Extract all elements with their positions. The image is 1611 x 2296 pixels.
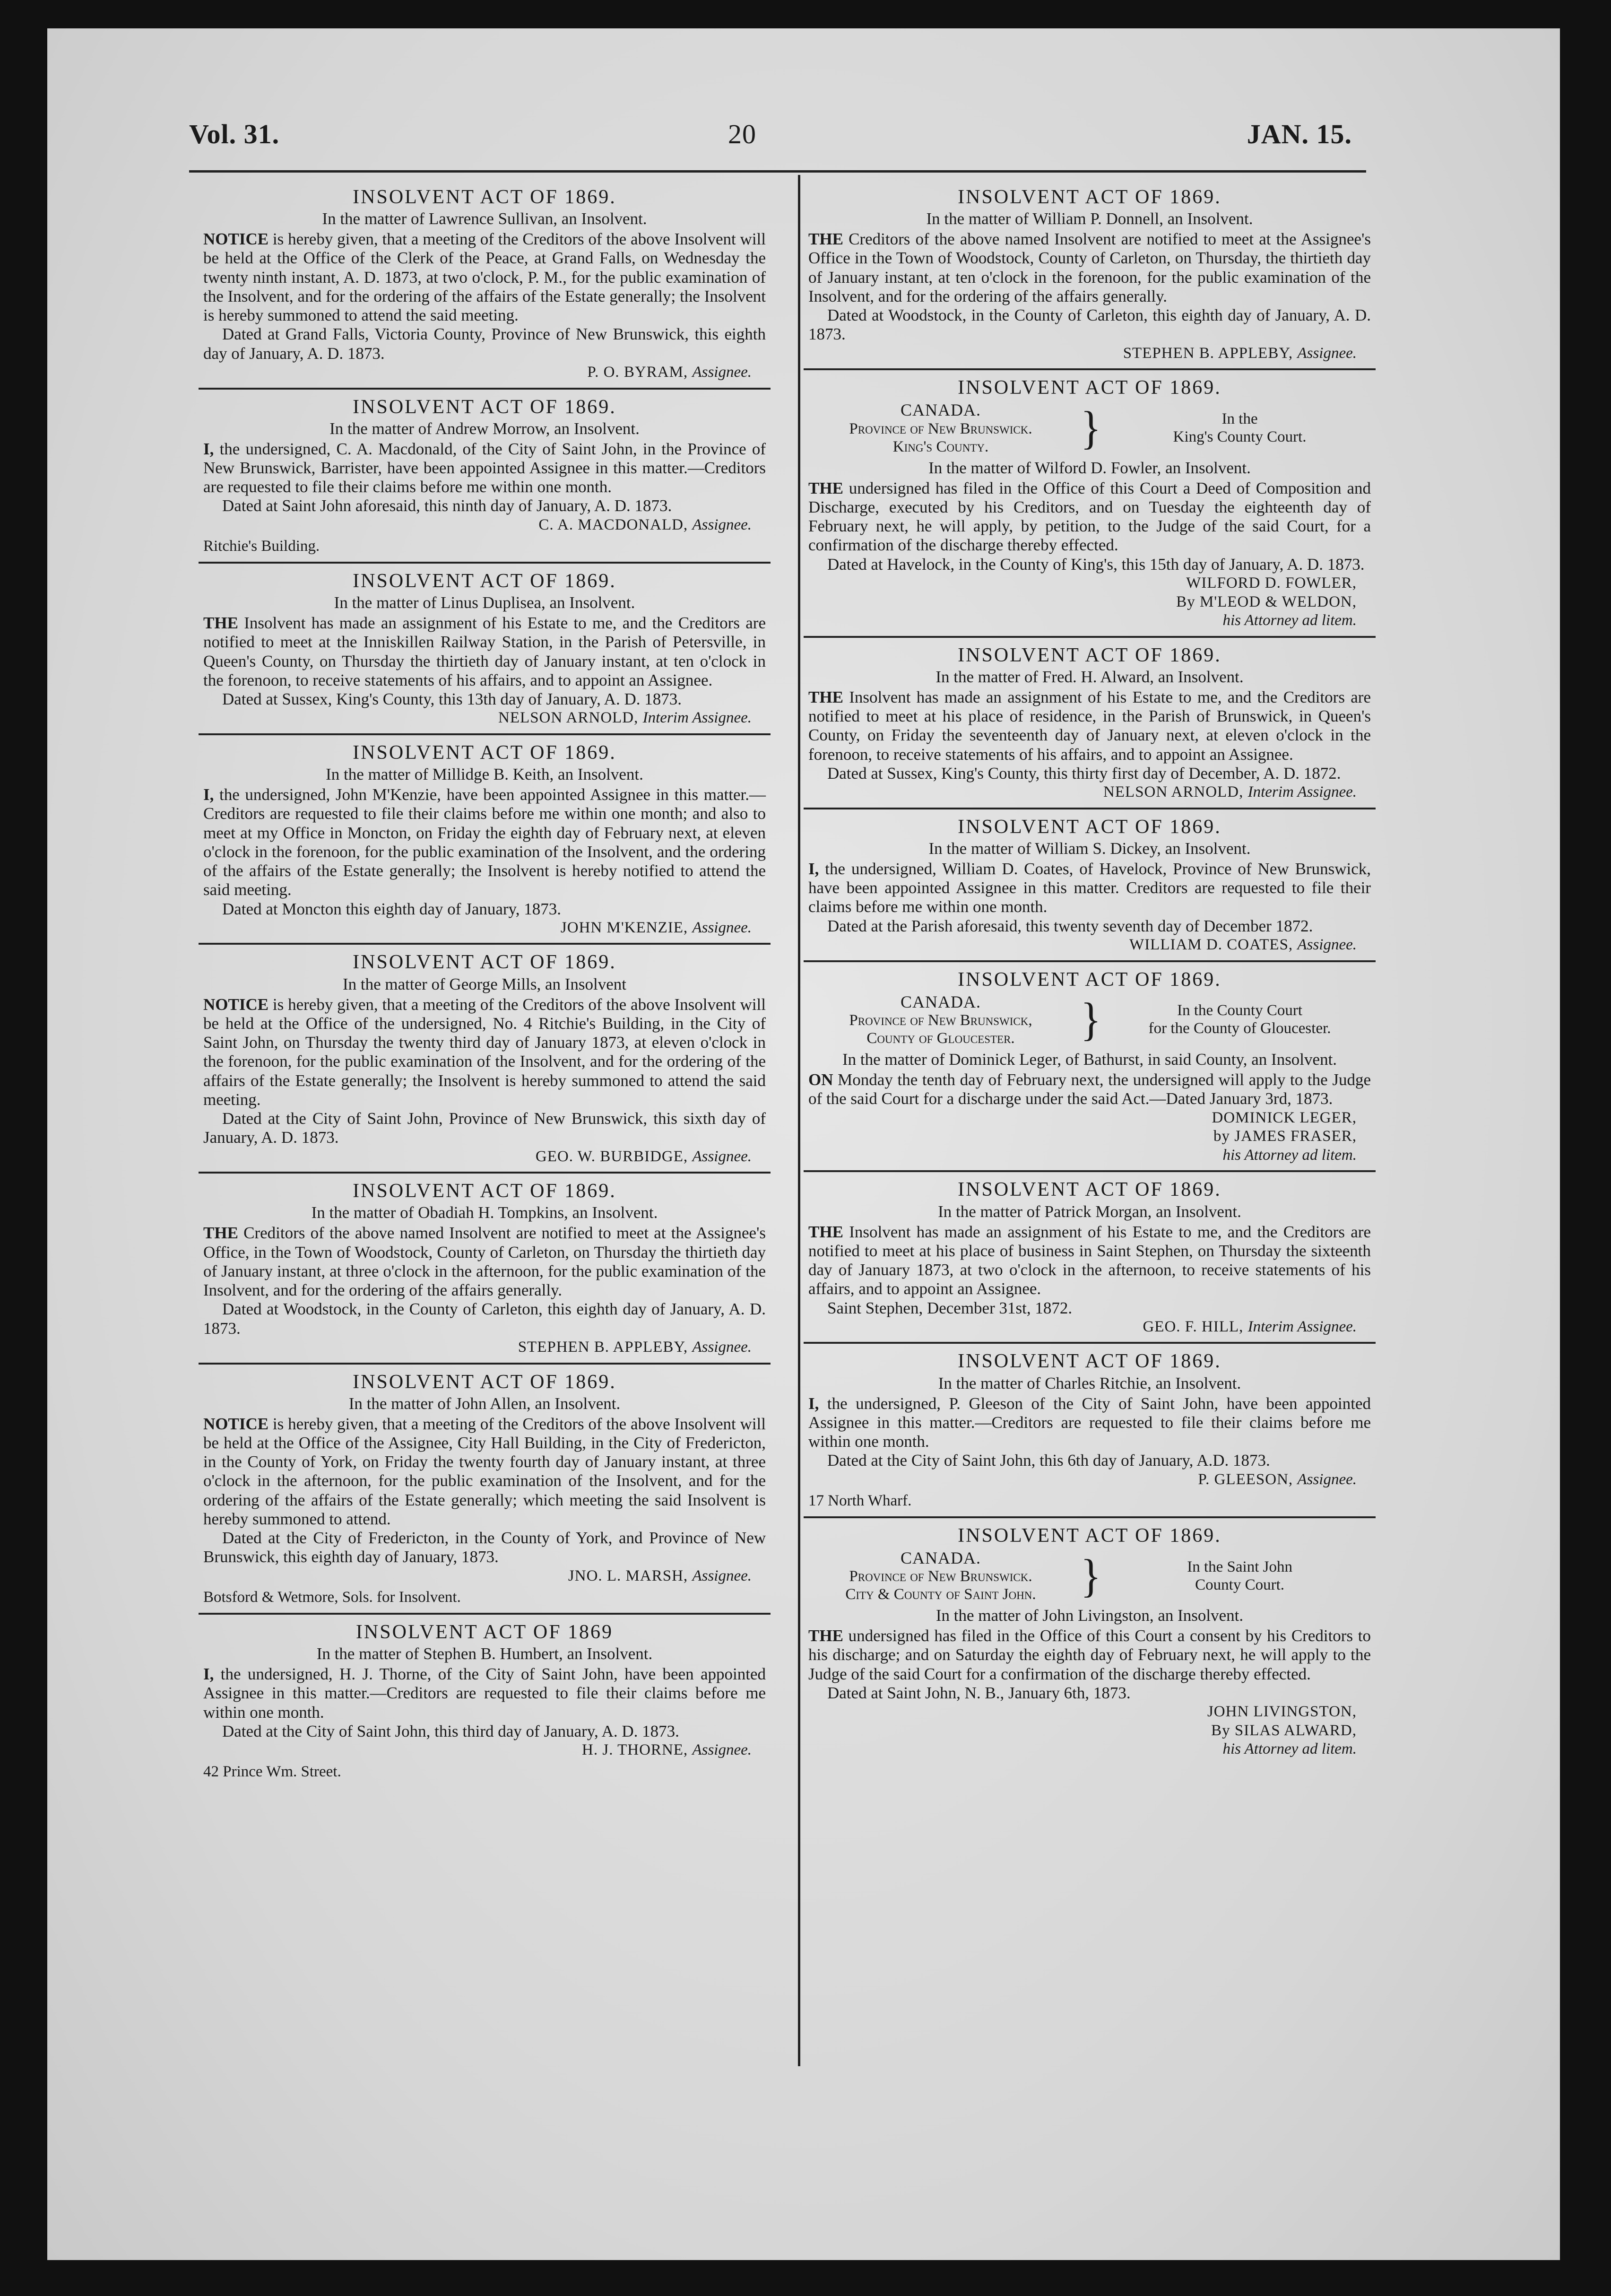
notice-matter: In the matter of Fred. H. Alward, an Insolvent. (935, 667, 1244, 686)
notice-body-text: Creditors of the above named Insolvent are notified to meet at the Assignee's Office in the Town of Woodstock, County of Carleton, on Thursday, the thirtieth day of January instant, at ten o'clock in the forenoon, for the public examination of the Insolvent, and for the ordering of the affairs generally. (808, 230, 1371, 305)
notice-signature (203, 1741, 766, 1760)
notice-title: INSOLVENT ACT OF 1869. (958, 186, 1221, 208)
notice-body-text: undersigned has filed in the Office of this Court a consent by his Creditors to his discharge; and on Saturday the eighth day of February next, he will apply to the Judge of the said Court for a confirmation of the discharge thereby effected. (808, 1626, 1371, 1683)
jurisdiction-line: Province of New Brunswick, (849, 1012, 1032, 1029)
jurisdiction-line: Province of New Brunswick. (849, 420, 1032, 437)
court-name-line: In the Saint John (1187, 1558, 1292, 1575)
notice-body (203, 230, 766, 325)
court-name-line: In the (1221, 410, 1258, 428)
court-name (1109, 1558, 1371, 1594)
notice-body-lead: THE (808, 478, 843, 497)
notice-role (808, 1740, 1371, 1759)
notice-title: INSOLVENT ACT OF 1869. (958, 377, 1221, 399)
notice-signature (808, 1318, 1371, 1337)
notice-signature (203, 919, 766, 938)
notice-body-text: Insolvent has made an assignment of his Estate to me, and the Creditors are notified to meet at the Inniskillen Railway Station, in the Parish of Petersville, in Queen's County, on Thursday the thirtieth day of January instant, at ten o'clock in the forenoon, to receive statements of his affairs, and to appoint an Assignee. (203, 614, 766, 689)
notice-body-text: Insolvent has made an assignment of his Estate to me, and the Creditors are notified to meet at his place of residence, in the Parish of Brunswick, in Queen's County, on Friday the seventeenth day of January next, at eleven o'clock in the forenoon, to receive statements of his affairs, and to appoint an Assignee. (808, 687, 1371, 764)
notice-dated: Dated at Havelock, in the County of King's, this 15th day of January, A. D. 1873. (827, 555, 1365, 574)
court-name-line: for the County of Gloucester. (1148, 1020, 1331, 1037)
insolvency-notice (199, 1174, 771, 1364)
notice-role: Assignee. (1297, 344, 1357, 362)
header-rule (189, 170, 1366, 173)
notice-body (808, 1394, 1371, 1452)
court-jurisdiction (808, 992, 1073, 1048)
notice-role (808, 611, 1371, 630)
notice-matter: In the matter of William S. Dickey, an Insolvent. (928, 839, 1251, 858)
notice-body-text: is hereby given, that a meeting of the Creditors of the above Insolvent will be held at the Office of the Clerk of the Peace, at Grand Falls, on Wednesday the twenty ninth instant, A. D. 1873, at two o'clock, P. M., for the public examination of the Insolvent, and for the ordering of the affairs of the Estate generally; the Insolvent is hereby summoned to attend the said meeting. (203, 230, 766, 325)
notice-signer: NELSON ARNOLD, (498, 709, 639, 727)
page-header (189, 118, 1352, 170)
notice-body-text: is hereby given, that a meeting of the Creditors of the above Insolvent will be held at the Office of the Assignee, City Hall Building, in the City of Fredericton, in the County of York, on Friday the twenty fourth day of January instant, at three o'clock in the afternoon, for the public examination of the Insolvent, and for the ordering of the affairs of the Estate generally; which meeting the said Insolvent is hereby summoned to attend. (203, 1414, 766, 1528)
notice-role: Assignee. (692, 363, 752, 381)
notice-body (203, 785, 766, 900)
notice-body (203, 1665, 766, 1722)
notice-address: 17 North Wharf. (808, 1492, 912, 1510)
court-heading (808, 400, 1371, 456)
notice-role: Assignee. (692, 1148, 752, 1165)
notice-dated: Dated at the Parish aforesaid, this twenty seventh day of December 1872. (827, 916, 1313, 935)
notice-signer: DOMINICK LEGER, (1212, 1109, 1357, 1126)
notice-role: Interim Assignee. (1247, 783, 1357, 801)
notice-role: Assignee. (692, 1741, 752, 1759)
notice-body (808, 230, 1371, 306)
notice-title: INSOLVENT ACT OF 1869. (958, 1524, 1221, 1547)
jurisdiction-line: CANADA. (900, 400, 981, 420)
notice-signer: P. GLEESON, (1198, 1470, 1293, 1488)
notice-dated: Dated at Woodstock, in the County of Carleton, this eighth day of January, A. D. 1873. (808, 306, 1371, 344)
notice-address: 42 Prince Wm. Street. (203, 1763, 341, 1780)
notice-matter: In the matter of John Allen, an Insolvent. (348, 1394, 621, 1413)
notice-title: INSOLVENT ACT OF 1869. (353, 951, 616, 974)
jurisdiction-line: City & County of Saint John. (845, 1586, 1036, 1603)
court-jurisdiction (808, 1548, 1073, 1604)
brace-glyph: } (1081, 402, 1101, 454)
jurisdiction-line: CANADA. (900, 1548, 981, 1567)
court-name (1109, 1002, 1371, 1038)
notice-role: Interim Assignee. (642, 709, 752, 727)
notice-body-lead: I, (808, 1394, 819, 1413)
notice-signer: P. O. BYRAM, (587, 363, 688, 381)
insolvency-notice (199, 1615, 771, 1787)
notice-matter: In the matter of Andrew Morrow, an Insolvent. (329, 419, 640, 438)
notice-body (808, 1223, 1371, 1299)
notice-body-lead: THE (203, 614, 238, 633)
notice-title: INSOLVENT ACT OF 1869. (353, 1180, 616, 1202)
notice-role: Assignee. (692, 919, 752, 936)
notice-body-text: is hereby given, that a meeting of the Creditors of the above Insolvent will be held at the Office of the undersigned, No. 4 Ritchie's Building, in the City of Saint John, on Thursday the twenty third day of January 1873, at eleven o'clock in the forenoon, for the public examination of the Insolvent, and for the ordering of the affairs of the Estate generally; the Insolvent is hereby summoned to attend the said meeting. (203, 995, 766, 1109)
notice-body-text: the undersigned, H. J. Thorne, of the City of Saint John, have been appointed Assignee in this matter.—Creditors are requested to file their claims before me within one month. (203, 1665, 766, 1722)
notice-dated: Dated at the City of Saint John, Province of New Brunswick, this sixth day of January, A. D. 1873. (203, 1109, 766, 1147)
notice-matter: In the matter of Obadiah H. Tompkins, an Insolvent. (311, 1203, 658, 1222)
notice-dated: Dated at the City of Saint John, this 6th day of January, A.D. 1873. (827, 1451, 1270, 1470)
court-heading (808, 992, 1371, 1048)
notice-dated: Dated at Sussex, King's County, this 13th day of January, A. D. 1873. (222, 690, 682, 709)
page-number: 20 (728, 119, 756, 149)
notice-body-text: the undersigned, C. A. Macdonald, of the City of Saint John, in the Province of New Brunswick, Barrister, have been appointed Assignee in this matter.—Creditors are requested to file their claims before me within one month. (203, 439, 766, 496)
notice-body-lead: I, (203, 1665, 214, 1684)
notice-signer: STEPHEN B. APPLEBY, (1123, 344, 1293, 362)
notice-matter: In the matter of Lawrence Sullivan, an Insolvent. (322, 209, 647, 228)
newspaper-page (47, 28, 1560, 2260)
insolvency-notice (804, 180, 1376, 370)
notice-body-text: Insolvent has made an assignment of his Estate to me, and the Creditors are notified to meet at his place of business in Saint Stephen, on Thursday the sixteenth day of January 1873, at two o'clock in the afternoon, to receive statements of his affairs, and to appoint an Assignee. (808, 1222, 1371, 1298)
notice-signer: WILFORD D. FOWLER, (1186, 574, 1357, 591)
notice-matter: In the matter of Dominick Leger, of Bathurst, in said County, an Insolvent. (842, 1050, 1337, 1069)
notice-signature (203, 516, 766, 535)
notice-body-lead: THE (808, 687, 843, 706)
notice-body (808, 860, 1371, 917)
notice-signature (203, 1567, 766, 1586)
notice-body (808, 1626, 1371, 1684)
notice-matter: In the matter of Millidge B. Keith, an Insolvent. (326, 765, 643, 784)
court-heading (808, 1548, 1371, 1604)
notice-body (808, 1070, 1371, 1109)
insolvency-notice (804, 638, 1376, 809)
brace-glyph: } (1081, 1550, 1101, 1602)
notice-body-text: the undersigned, William D. Coates, of Havelock, Province of New Brunswick, have been appointed Assignee in this matter. Creditors are requested to file their claims before me within one month. (808, 859, 1371, 916)
notice-role-text: his Attorney ad litem. (1222, 612, 1357, 629)
notice-title: INSOLVENT ACT OF 1869. (958, 1350, 1221, 1373)
notice-body (203, 614, 766, 690)
insolvency-notice (804, 962, 1376, 1173)
notice-dated: Dated at Grand Falls, Victoria County, Province of New Brunswick, this eighth day of January, A. D. 1873. (203, 325, 766, 363)
notice-signer: WILLIAM D. COATES, (1129, 936, 1293, 953)
insolvency-notice (804, 1518, 1376, 1765)
notice-signature (203, 709, 766, 728)
volume-label: Vol. 31. (189, 119, 280, 149)
notice-signature (808, 1470, 1371, 1489)
notice-body-lead: NOTICE (203, 230, 269, 249)
notice-body-lead: NOTICE (203, 1414, 269, 1433)
notice-body-lead: ON (808, 1070, 833, 1089)
insolvency-notice (199, 735, 771, 945)
notice-title: INSOLVENT ACT OF 1869. (958, 644, 1221, 666)
court-name (1109, 410, 1371, 446)
notice-role: Assignee. (692, 1338, 752, 1356)
notice-signer: NELSON ARNOLD, (1103, 783, 1244, 801)
notice-dated: Dated at the City of Saint John, this third day of January, A. D. 1873. (222, 1722, 679, 1740)
notice-matter: In the matter of Linus Duplisea, an Insolvent. (334, 593, 635, 612)
notice-dated: Dated at Moncton this eighth day of January, 1873. (222, 899, 562, 918)
notice-body-lead: I, (808, 859, 819, 878)
notice-signer: STEPHEN B. APPLEBY, (518, 1338, 688, 1356)
notice-body-lead: THE (808, 1626, 843, 1645)
notice-signer: By M'LEOD & WELDON, (1176, 593, 1357, 610)
left-column (199, 180, 771, 1787)
notice-signer: by JAMES FRASER, (1213, 1128, 1357, 1145)
notice-body-text: the undersigned, P. Gleeson of the City of Saint John, have been appointed Assignee in this matter.—Creditors are requested to file their claims before me within one month. (808, 1394, 1371, 1451)
notice-role-text: his Attorney ad litem. (1222, 1146, 1357, 1164)
notice-dated: Saint Stephen, December 31st, 1872. (827, 1298, 1073, 1317)
jurisdiction-line: County of Gloucester. (866, 1030, 1015, 1047)
notice-role: Assignee. (1297, 936, 1357, 953)
court-jurisdiction (808, 400, 1073, 456)
notice-body-lead: NOTICE (203, 995, 269, 1014)
notice-body-text: undersigned has filed in the Office of this Court a Deed of Composition and Discharge, executed by his Creditors, and on Tuesday the eighteenth day of February next, he will apply, by petition, to the Judge of the said Court, for a confirmation of the discharge thereby effected. (808, 478, 1371, 555)
insolvency-notice (199, 1365, 771, 1615)
notice-signer: JNO. L. MARSH, (568, 1567, 688, 1584)
notice-title: INSOLVENT ACT OF 1869. (958, 968, 1221, 991)
notice-title: INSOLVENT ACT OF 1869. (353, 570, 616, 592)
notice-body (808, 688, 1371, 764)
notice-dated: Dated at Saint John aforesaid, this ninth day of January, A. D. 1873. (222, 496, 672, 515)
notice-address: Ritchie's Building. (203, 538, 320, 555)
notice-body (203, 440, 766, 497)
notice-signer: JOHN LIVINGSTON, (1207, 1703, 1357, 1721)
insolvency-notice (199, 390, 771, 564)
notice-title: INSOLVENT ACT OF 1869. (353, 1371, 616, 1393)
notice-body (203, 995, 766, 1110)
right-column (804, 180, 1376, 1765)
notice-matter: In the matter of Stephen B. Humbert, an Insolvent. (316, 1644, 653, 1663)
notice-role: Assignee. (692, 1567, 752, 1584)
notice-role: Assignee. (692, 516, 752, 533)
notice-signature (203, 363, 766, 382)
notice-dated: Dated at Saint John, N. B., January 6th, 1873. (827, 1683, 1131, 1702)
jurisdiction-line: King's County. (892, 438, 989, 455)
insolvency-notice (804, 370, 1376, 637)
notice-title: INSOLVENT ACT OF 1869. (353, 396, 616, 418)
notice-title: INSOLVENT ACT OF 1869. (353, 741, 616, 764)
notice-signature (203, 1148, 766, 1166)
notice-role-text: his Attorney ad litem. (1222, 1740, 1357, 1758)
notice-signer: By SILAS ALWARD, (1211, 1722, 1357, 1739)
jurisdiction-line: CANADA. (900, 992, 981, 1011)
notice-body-text: the undersigned, John M'Kenzie, have been appointed Assignee in this matter.—Creditors are requested to file their claims before me within one month; and also to meet at my Office in Moncton, on Friday the eighth day of February next, at eleven o'clock in the forenoon, for the public examination of the Insolvent, and the ordering of the affairs of the Estate generally; the Insolvent is hereby notified to attend the said meeting. (203, 785, 766, 899)
notice-body-text: Creditors of the above named Insolvent are notified to meet at the Assignee's Office, in the Town of Woodstock, County of Carleton, on Thursday the thirtieth day of January instant, at three o'clock in the afternoon, for the public examination of the Insolvent, and for the ordering of the affairs generally. (203, 1224, 766, 1300)
notice-signature (808, 936, 1371, 955)
brace-glyph: } (1081, 994, 1101, 1046)
notice-matter: In the matter of William P. Donnell, an Insolvent. (926, 209, 1253, 228)
notice-body (203, 1415, 766, 1529)
notice-role: Interim Assignee. (1247, 1318, 1357, 1335)
notice-signature (203, 1338, 766, 1357)
notice-body-text: Monday the tenth day of February next, the undersigned will apply to the Judge of the said Court for a discharge under the said Act.—Dated January 3rd, 1873. (808, 1070, 1371, 1108)
notice-dated: Dated at Woodstock, in the County of Carleton, this eighth day of January, A. D. 1873. (203, 1300, 766, 1338)
column-divider (798, 175, 800, 2066)
insolvency-notice (804, 809, 1376, 962)
insolvency-notice (804, 1344, 1376, 1518)
insolvency-notice (199, 564, 771, 735)
notice-body-lead: I, (203, 785, 214, 804)
notice-matter: In the matter of Charles Ritchie, an Insolvent. (938, 1374, 1241, 1392)
notice-body-lead: THE (203, 1224, 238, 1243)
notice-signature (808, 344, 1371, 363)
court-name-line: King's County Court. (1173, 428, 1307, 446)
notice-title: INSOLVENT ACT OF 1869. (958, 816, 1221, 838)
insolvency-notice (199, 180, 771, 390)
notice-dated: Dated at Sussex, King's County, this thirty first day of December, A. D. 1872. (827, 764, 1341, 783)
notice-title: INSOLVENT ACT OF 1869. (958, 1179, 1221, 1201)
notice-address: Botsford & Wetmore, Sols. for Insolvent. (203, 1589, 461, 1606)
notice-body-lead: I, (203, 439, 214, 458)
notice-signer: JOHN M'KENZIE, (560, 919, 688, 936)
notice-body-lead: THE (808, 1222, 843, 1241)
court-name-line: In the County Court (1177, 1002, 1303, 1019)
notice-role: Assignee. (1297, 1470, 1357, 1488)
insolvency-notice (199, 945, 771, 1174)
notice-body-lead: THE (808, 230, 843, 249)
notice-signer: H. J. THORNE, (582, 1741, 688, 1759)
notice-signer: C. A. MACDONALD, (538, 516, 688, 533)
notice-signer: GEO. F. HILL, (1143, 1318, 1244, 1335)
notice-body (203, 1224, 766, 1300)
notice-matter: In the matter of Patrick Morgan, an Insolvent. (938, 1202, 1241, 1221)
notice-body (808, 479, 1371, 555)
notice-dated: Dated at the City of Fredericton, in the County of York, and Province of New Brunswick, this eighth day of January, 1873. (203, 1529, 766, 1566)
court-name-line: County Court. (1195, 1576, 1285, 1593)
notice-matter: In the matter of Wilford D. Fowler, an Insolvent. (928, 458, 1251, 477)
notice-signer: GEO. W. BURBIDGE, (535, 1148, 688, 1165)
notice-matter: In the matter of John Livingston, an Insolvent. (935, 1606, 1244, 1625)
notice-title: INSOLVENT ACT OF 1869. (353, 186, 616, 208)
insolvency-notice (804, 1172, 1376, 1344)
notice-role (808, 1146, 1371, 1165)
notice-title: INSOLVENT ACT OF 1869 (355, 1621, 614, 1643)
notice-matter: In the matter of George Mills, an Insolvent (342, 974, 627, 993)
issue-date: JAN. 15. (1247, 119, 1352, 149)
jurisdiction-line: Province of New Brunswick. (849, 1568, 1032, 1585)
notice-signature (808, 783, 1371, 802)
